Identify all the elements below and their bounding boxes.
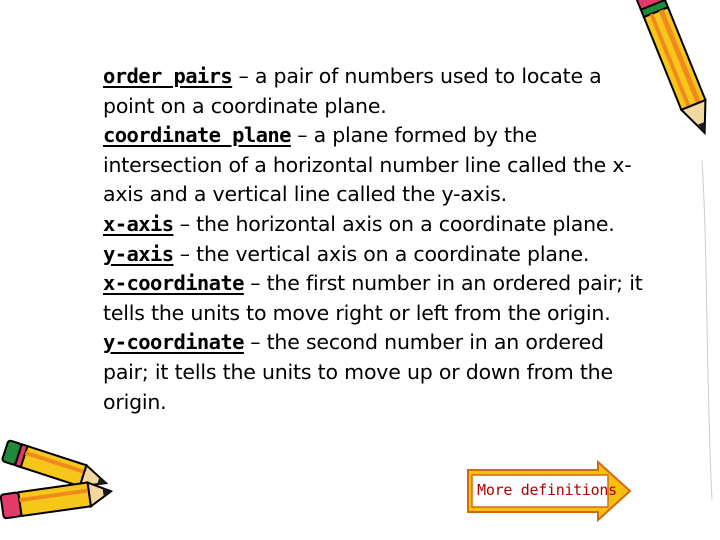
- definition-separator: –: [243, 330, 267, 355]
- definition-x-coordinate: [103, 269, 643, 328]
- definition-y-axis: [103, 240, 643, 270]
- definitions-list: [103, 62, 643, 417]
- definition-separator: –: [290, 123, 314, 148]
- definition-term: x-axis: [103, 211, 174, 236]
- definition-separator: –: [173, 241, 197, 266]
- more-definitions-button[interactable]: [466, 460, 632, 522]
- definition-separator: –: [232, 64, 255, 88]
- definition-term: y-axis: [103, 241, 174, 266]
- definition-text: a plane formed by the intersection of a horizontal number line called the x-axis and a vertical line called the y-axis.: [103, 123, 632, 207]
- definition-coordinate-plane: [103, 121, 643, 210]
- definition-x-axis: [103, 210, 643, 240]
- definition-separator: –: [173, 211, 197, 236]
- definition-y-coordinate: [103, 328, 643, 417]
- definition-term: order pairs: [103, 64, 233, 88]
- definition-term: x-coordinate: [103, 271, 244, 296]
- definition-text: the second number in an ordered pair; it tells the units to move up or down from the origin.: [103, 330, 613, 414]
- definition-text: the first number in an ordered pair; it tells the units to move right or left from the origin.: [103, 271, 643, 325]
- definition-term: y-coordinate: [103, 330, 244, 355]
- definition-term: coordinate plane: [103, 123, 291, 148]
- definition-order-pairs: [103, 62, 643, 121]
- definition-text: the horizontal axis on a coordinate plane.: [196, 211, 615, 236]
- definition-text: the vertical axis on a coordinate plane.: [196, 241, 590, 266]
- pencil-icon: [0, 430, 125, 540]
- more-definitions-label: More definitions: [477, 481, 617, 499]
- definition-separator: –: [243, 271, 267, 296]
- definition-text: a pair of numbers used to locate a point on a coordinate plane.: [103, 64, 602, 118]
